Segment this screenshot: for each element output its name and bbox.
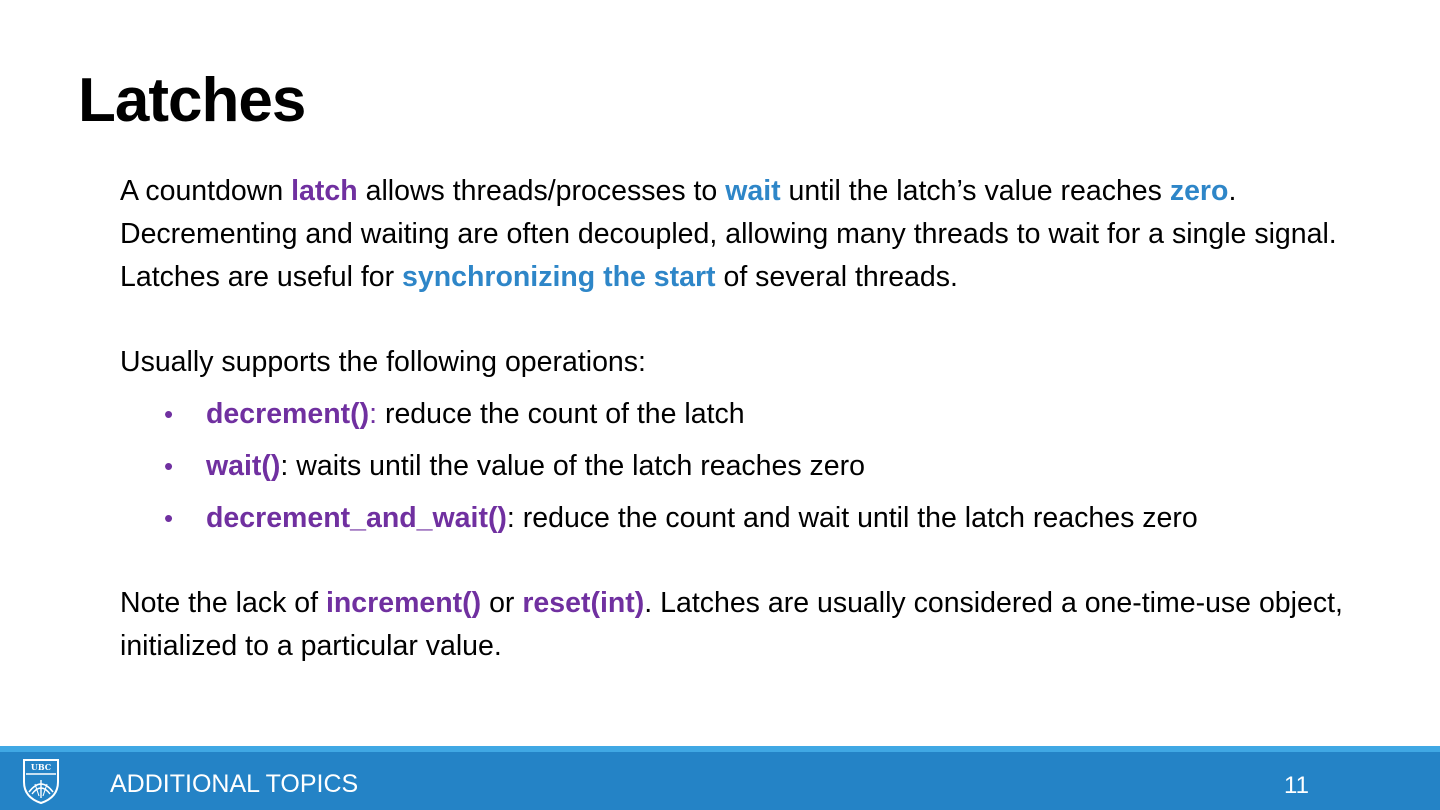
slide-body: [120, 170, 1370, 668]
intro-text-4: . Decrementing and waiting are often decoupled, allowing many threads to wait for a single signal. Latches are useful for: [120, 175, 1337, 293]
operations-list: [120, 392, 1370, 540]
keyword-increment: increment(): [325, 587, 482, 619]
note-text-2: or: [481, 587, 523, 619]
intro-text-1: A countdown: [120, 175, 292, 207]
keyword-zero: zero: [1169, 175, 1229, 207]
page-number: 11: [1284, 772, 1309, 799]
keyword-synchronizing-the-start: synchronizing the start: [402, 261, 716, 293]
operation-item-decrement-and-wait: [120, 496, 1370, 540]
bullet-icon: •: [164, 503, 174, 533]
note-paragraph: [120, 582, 1370, 668]
ubc-crest-icon: [22, 758, 60, 804]
operations-intro: Usually supports the following operations:: [120, 346, 646, 378]
operation-separator: :: [506, 502, 515, 534]
footer-section-title: ADDITIONAL TOPICS: [110, 770, 359, 798]
logo-text: UBC: [30, 762, 52, 772]
intro-text-2: allows threads/processes to: [357, 175, 726, 207]
operation-name: decrement(): [206, 398, 370, 430]
bullet-icon: •: [164, 399, 174, 429]
note-text-1: Note the lack of: [120, 587, 326, 619]
operation-separator: :: [369, 398, 378, 430]
intro-text-5: of several threads.: [715, 261, 958, 293]
note-text-3: . Latches are usually considered a one-time-use object, initialized to a particular value.: [120, 587, 1343, 662]
intro-paragraph: [120, 170, 1370, 299]
bullet-icon: •: [164, 451, 174, 481]
operation-description: reduce the count and wait until the latch reaches zero: [514, 502, 1198, 534]
operation-item-wait: [120, 444, 1370, 488]
operation-separator: :: [280, 450, 289, 482]
keyword-reset: reset(int): [522, 587, 645, 619]
intro-text-3: until the latch’s value reaches: [780, 175, 1170, 207]
keyword-latch: latch: [291, 175, 358, 207]
slide-title: Latches: [78, 66, 306, 135]
keyword-wait: wait: [725, 175, 781, 207]
operation-name: decrement_and_wait(): [206, 502, 507, 534]
operation-description: reduce the count of the latch: [377, 398, 745, 430]
operation-item-decrement: [120, 392, 1370, 436]
operation-description: waits until the value of the latch reaches zero: [288, 450, 865, 482]
operation-name: wait(): [206, 450, 281, 482]
footer: [0, 746, 1440, 810]
